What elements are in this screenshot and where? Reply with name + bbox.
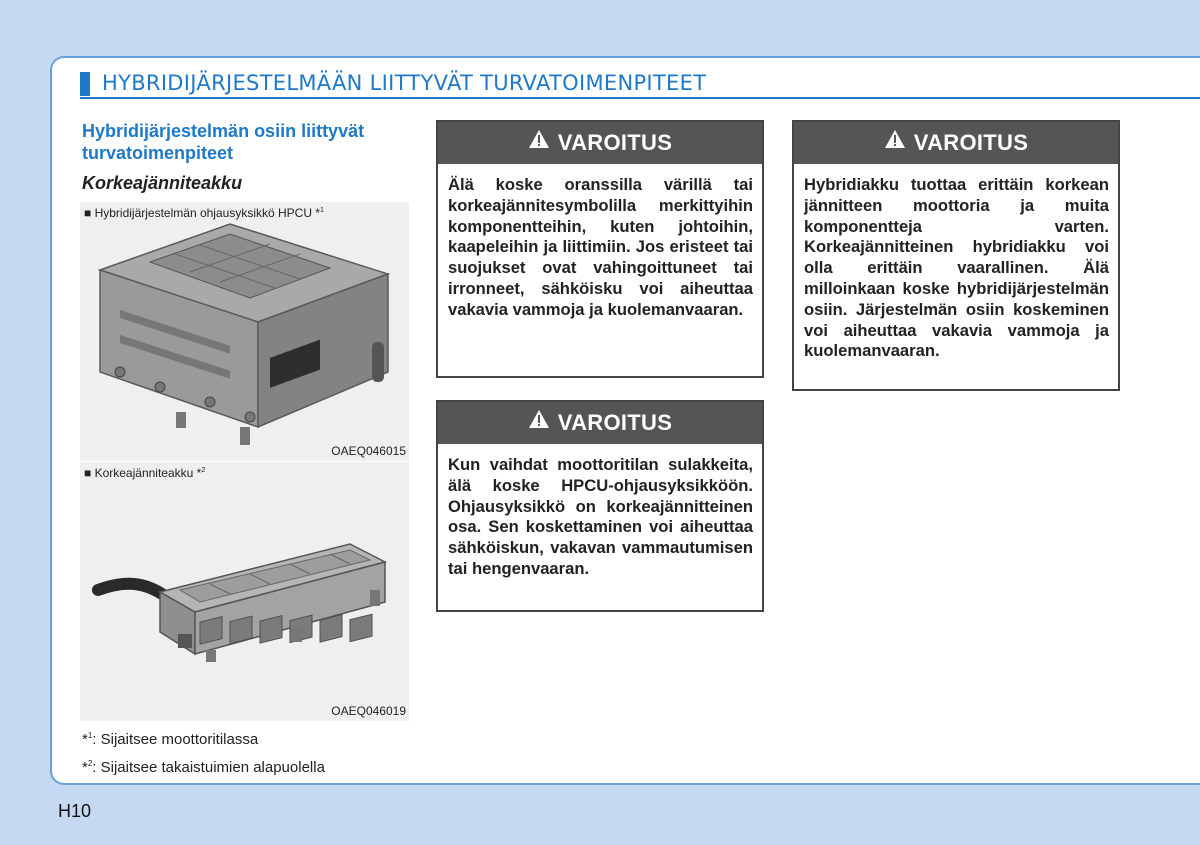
section-heading	[80, 70, 1200, 98]
footnote-2: *$^2$: Sijaitsee takaistuimien alapuolella	[82, 759, 325, 776]
footnote-1: *$^1$: Sijaitsee moottoritilassa	[82, 731, 259, 748]
page-title: HYBRIDIJÄRJESTELMÄÄN LIITTYVÄT TURVATOIMENPITEET	[102, 71, 707, 95]
warning-triangle-icon	[528, 121, 550, 163]
warning-box-2	[436, 400, 764, 612]
heading-accent-bar	[80, 72, 90, 96]
warning-triangle-icon	[528, 401, 550, 443]
warning-header: VAROITUS	[438, 402, 762, 444]
figure-battery	[80, 461, 409, 721]
hpcu-illustration	[80, 202, 409, 461]
section-title: Hybridijärjestelmän osiin liittyvät turvatoimenpiteet	[82, 121, 365, 163]
warning-box-1	[436, 120, 764, 378]
figure-caption: ■ Korkeajänniteakku *$^2$	[84, 466, 206, 480]
heading-underline	[80, 97, 1200, 99]
warning-header: VAROITUS	[438, 122, 762, 164]
figure-code: OAEQ046015	[331, 444, 406, 458]
warning-text: Hybridiakku tuottaa erittäin korkean jännitteen moottoria ja muita komponentteja varten. Korkeajännitteinen hybridiakku voi olla erittäin vaarallinen. Älä milloinkaan koske hybridijärjestelmän osiin. Järjestelmän osiin koskeminen voi aiheuttaa vakavia vammoja ja kuolemanvaaran.	[804, 175, 1109, 361]
battery-illustration	[80, 462, 409, 721]
figure-caption: ■ Hybridijärjestelmän ohjausyksikkö HPCU *$^1$	[84, 206, 324, 220]
page-number: H10	[58, 801, 92, 821]
figure-hpcu	[80, 202, 409, 461]
section-subtitle: Korkeajänniteakku	[82, 173, 243, 193]
figure-code: OAEQ046019	[331, 704, 406, 718]
warning-text: Kun vaihdat moottoritilan sulakkeita, älä koske HPCU-ohjausyksikköön. Ohjausyksikkö on korkeajännitteinen osa. Sen koskettaminen voi aiheuttaa sähköiskun, vakavan vammautumisen tai hengenvaaran.	[448, 455, 753, 578]
warning-header: VAROITUS	[794, 122, 1118, 164]
warning-box-3	[792, 120, 1120, 391]
warning-triangle-icon	[884, 121, 906, 163]
warning-text: Älä koske oranssilla värillä tai korkeajännitesymbolilla merkittyihin komponentteihin, kuten johtoihin, kaapeleihin ja liittimiin. Jos eristeet tai suojukset ovat vahingoittuneet tai irronneet, sähköisku voi aiheuttaa vakavia vammoja ja kuolemanvaaran.	[448, 175, 753, 319]
